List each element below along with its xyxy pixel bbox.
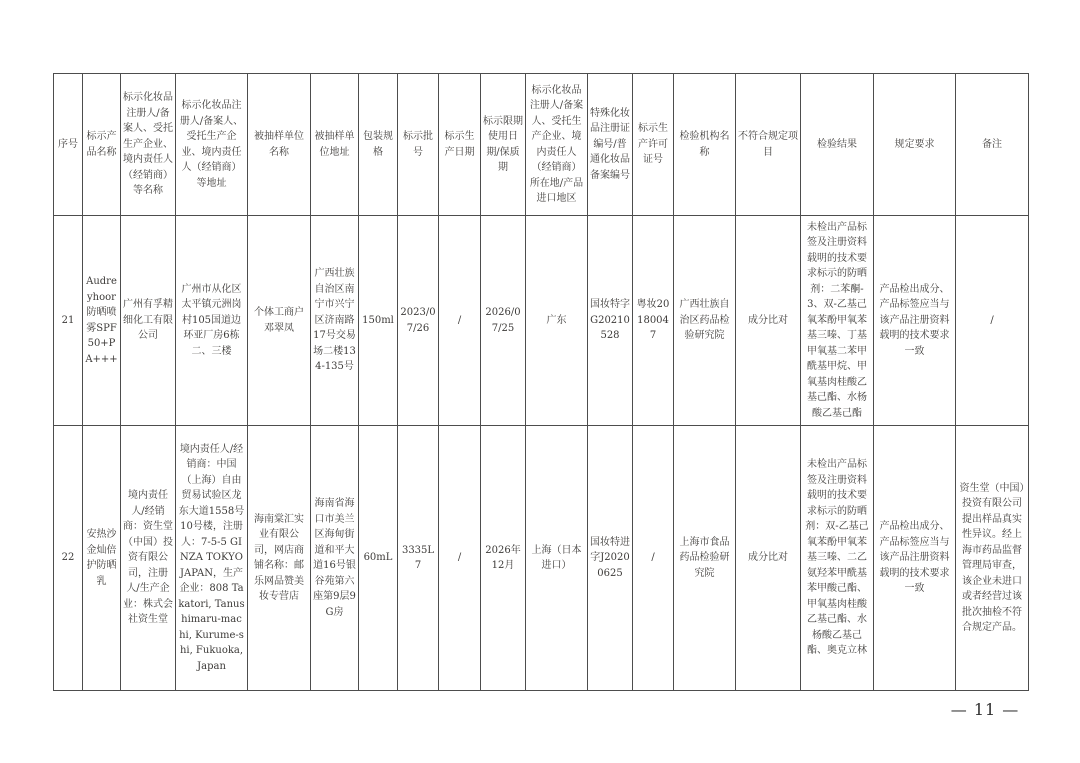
header-requirement: 规定要求 <box>874 74 956 216</box>
cell-nonconforming-item: 成分比对 <box>736 426 801 691</box>
page-number: — 11 — <box>950 700 1020 719</box>
cell-sampled-unit-name: 个体工商户邓翠凤 <box>248 216 311 426</box>
cell-sampled-unit-address: 海南省海口市美兰区海甸街道和平大道16号银谷苑第六座第9层9G房 <box>311 426 359 691</box>
cell-registration-no: 国妆特字G20210528 <box>588 216 633 426</box>
cell-inspection-agency: 广西壮族自治区药品检验研究院 <box>674 216 736 426</box>
header-package-spec: 包装规格 <box>359 74 398 216</box>
cell-seq: 21 <box>54 216 83 426</box>
header-sampled-unit-name: 被抽样单位名称 <box>248 74 311 216</box>
cell-sampled-unit-address: 广西壮族自治区南宁市兴宁区济南路17号交易场二楼134-135号 <box>311 216 359 426</box>
cell-product-name: Audreyhoor防晒喷雾SPF50+PA+++ <box>83 216 121 426</box>
cell-nonconforming-item: 成分比对 <box>736 216 801 426</box>
cell-region: 上海（日本进口） <box>526 426 588 691</box>
cell-inspection-result: 未检出产品标签及注册资料载明的技术要求标示的防晒剂：二苯酮-3、双-乙基己氧苯酚甲氧苯基三嗪、丁基甲氧基二苯甲酰基甲烷、甲氧基肉桂酸乙基己酯、水杨酸乙基己酯 <box>801 216 874 426</box>
cell-package-spec: 60mL <box>359 426 398 691</box>
header-nonconforming-item: 不符合规定项目 <box>736 74 801 216</box>
cell-requirement: 产品检出成分、产品标签应当与该产品注册资料载明的技术要求一致 <box>874 216 956 426</box>
cell-license-no: / <box>633 426 674 691</box>
cell-production-date: / <box>439 216 481 426</box>
cell-requirement: 产品检出成分、产品标签应当与该产品注册资料载明的技术要求一致 <box>874 426 956 691</box>
header-product-name: 标示产品名称 <box>83 74 121 216</box>
cell-batch-no: 3335L7 <box>398 426 439 691</box>
header-seq: 序号 <box>54 74 83 216</box>
table-row-22 <box>54 426 1029 691</box>
cell-registrant-address: 境内责任人/经销商：中国（上海）自由贸易试验区龙东大道1558号10号楼，注册人：7-5-5 GINZA TOKYO JAPAN，生产企业：808 Takatori, Tanushimaru-machi, Kurume-shi, Fukuoka, Japan <box>176 426 248 691</box>
header-inspection-result: 检验结果 <box>801 74 874 216</box>
table-header-row <box>54 74 1029 216</box>
header-registrant-address: 标示化妆品注册人/备案人、受托生产企业、境内责任人（经销商）等地址 <box>176 74 248 216</box>
cell-remarks: / <box>956 216 1029 426</box>
cell-registrant-address: 广州市从化区太平镇元洲岗村105国道边环亚厂房6栋二、三楼 <box>176 216 248 426</box>
cell-inspection-agency: 上海市食品药品检验研究院 <box>674 426 736 691</box>
cell-region: 广东 <box>526 216 588 426</box>
cell-inspection-result: 未检出产品标签及注册资料载明的技术要求标示的防晒剂：双-乙基己氧苯酚甲氧苯基三嗪、二乙氨羟苯甲酰基苯甲酸己酯、甲氧基肉桂酸乙基己酯、水杨酸乙基己酯、奥克立林 <box>801 426 874 691</box>
header-license-no: 标示生产许可证号 <box>633 74 674 216</box>
header-production-date: 标示生产日期 <box>439 74 481 216</box>
cell-expiry: 2026/07/25 <box>481 216 526 426</box>
cell-batch-no: 2023/07/26 <box>398 216 439 426</box>
header-batch-no: 标示批号 <box>398 74 439 216</box>
header-sampled-unit-address: 被抽样单位地址 <box>311 74 359 216</box>
table-row-21 <box>54 216 1029 426</box>
cell-sampled-unit-name: 海南棠汇实业有限公司，网店商铺名称：邮乐网品赞美妆专营店 <box>248 426 311 691</box>
cell-seq: 22 <box>54 426 83 691</box>
cell-package-spec: 150ml <box>359 216 398 426</box>
cell-expiry: 2026年12月 <box>481 426 526 691</box>
cell-remarks: 资生堂（中国）投资有限公司提出样品真实性异议。经上海市药品监督管理局审查，该企业未进口或者经营过该批次抽检不符合规定产品。 <box>956 426 1029 691</box>
header-expiry: 标示限期使用日期/保质期 <box>481 74 526 216</box>
cell-registrant-name: 广州有孚精细化工有限公司 <box>121 216 176 426</box>
cell-product-name: 安热沙金灿倍护防晒乳 <box>83 426 121 691</box>
cell-license-no: 粤妆20180047 <box>633 216 674 426</box>
header-registration-no: 特殊化妆品注册证编号/普通化妆品备案编号 <box>588 74 633 216</box>
cell-production-date: / <box>439 426 481 691</box>
inspection-results-table <box>53 73 1029 691</box>
header-remarks: 备注 <box>956 74 1029 216</box>
cell-registrant-name: 境内责任人/经销商：资生堂（中国）投资有限公司，注册人/生产企业：株式会社资生堂 <box>121 426 176 691</box>
header-region: 标示化妆品注册人/备案人、受托生产企业、境内责任人（经销商）所在地/产品进口地区 <box>526 74 588 216</box>
header-registrant-name: 标示化妆品注册人/备案人、受托生产企业、境内责任人（经销商）等名称 <box>121 74 176 216</box>
header-inspection-agency: 检验机构名称 <box>674 74 736 216</box>
cell-registration-no: 国妆特进字J20200625 <box>588 426 633 691</box>
